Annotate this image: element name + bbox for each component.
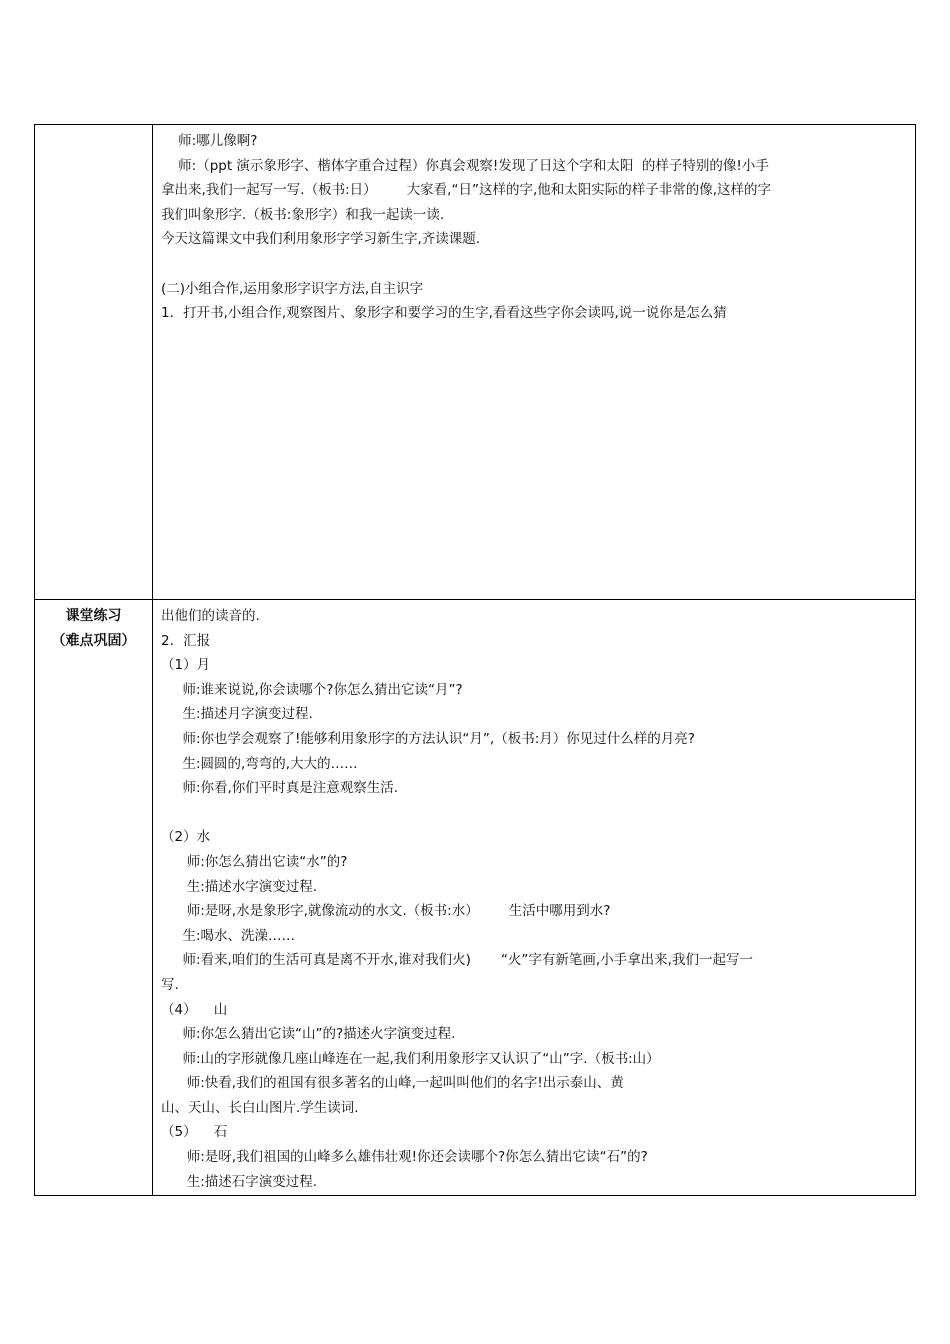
row-label-title: 课堂练习 <box>65 608 122 624</box>
table-row-practice <box>34 599 916 1196</box>
text-line: 1．打开书,小组合作,观察图片、象形字和要学习的生字,看看这些字你会读吗,说一说你是怎么猜 <box>161 305 727 322</box>
lesson-table <box>34 124 916 1196</box>
text-line <box>161 252 915 277</box>
text-line: 师:看来,咱们的生活可真是离不开水,谁对我们火) “火”字有新笔画,小手拿出来,我们一起写一 <box>161 952 753 969</box>
text-line: 出他们的读音的. <box>161 608 260 624</box>
text-line: 师:是呀,水是象形字,就像流动的水文.（板书:水） 生活中哪用到水? <box>161 903 611 920</box>
text-line: 我们叫象形字.（板书:象形字）和我一起读一读. <box>161 206 445 223</box>
text-line: 今天这篇课文中我们利用象形字学习新生字,齐读课题. <box>161 231 481 248</box>
text-line: 生:描述水字演变过程. <box>161 878 318 895</box>
text-line: （5） 石 <box>161 1124 228 1141</box>
row-label-subtitle: （难点巩固） <box>51 632 136 649</box>
intro-content-cell <box>153 125 915 599</box>
text-line: 师:你也学会观察了!能够利用象形字的方法认识“月”,（板书:月）你见过什么样的月亮? <box>161 730 695 747</box>
text-line: （4） 山 <box>161 1001 228 1018</box>
text-line: 2．汇报 <box>161 632 211 649</box>
text-line: 生:描述石字演变过程. <box>161 1173 318 1190</box>
text-line: 师:谁来说说,你会读哪个?你怎么猜出它读“月”? <box>161 681 463 698</box>
text-line: 师:（ppt 演示象形字、楷体字重合过程）你真会观察!发现了日这个字和太阳 的样子特别的像!小手 <box>161 157 769 174</box>
text-line: （2）水 <box>161 829 211 846</box>
text-line: 生:描述月字演变过程. <box>161 706 313 723</box>
text-line: 山、天山、长白山图片.学生读词. <box>161 1099 359 1116</box>
text-line: 生:圆圆的,弯弯的,大大的…… <box>161 755 358 772</box>
text-line: （1）月 <box>161 657 211 674</box>
text-line: 师:你怎么猜出它读“水”的? <box>161 853 348 870</box>
text-line: 师:你怎么猜出它读“山”的?描述火字演变过程. <box>161 1026 456 1043</box>
text-line: (二)小组合作,运用象形字识字方法,自主识字 <box>161 280 424 297</box>
text-line: 师:哪儿像啊? <box>161 133 258 149</box>
text-line: 师:你看,你们平时真是注意观察生活. <box>161 780 399 797</box>
text-line: 拿出来,我们一起写一写.（板书:日） 大家看,“日”这样的字,他和太阳实际的样子非常的像,这样的字 <box>161 182 772 199</box>
row-label-cell <box>35 600 153 1195</box>
text-line: 生:喝水、洗澡…… <box>161 927 296 944</box>
table-row-intro <box>34 124 916 599</box>
text-line <box>161 801 915 826</box>
text-line: 师:快看,我们的祖国有很多著名的山峰,一起叫叫他们的名字!出示泰山、黄 <box>161 1075 624 1092</box>
text-line: 写. <box>161 976 179 993</box>
text-line: 师:山的字形就像几座山峰连在一起,我们利用象形字又认识了“山”字.（板书:山） <box>161 1050 660 1067</box>
text-line: 师:是呀,我们祖国的山峰多么雄伟壮观!你还会读哪个?你怎么猜出它读“石”的? <box>161 1149 648 1166</box>
practice-content-cell <box>153 600 915 1195</box>
row-label-cell-empty <box>35 125 153 599</box>
